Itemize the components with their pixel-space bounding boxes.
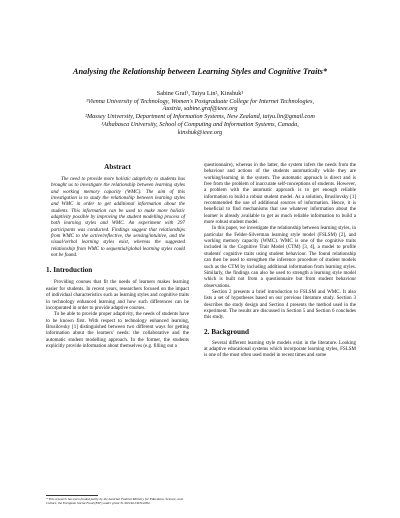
affiliation-3: ³Athabasca University, School of Computing and Information Systems, Canada, [101, 120, 299, 128]
abstract-heading: Abstract [104, 163, 131, 171]
paper-title: Analysing the Relationship between Learning Styles and Cognitive Traits* [72, 67, 328, 76]
right-paragraph-3: Section 2 presents a brief introduction to FSLSM and WMC. It also lists a set of hypotheses based on our previous literature study. Section 3 describes the study design and Section 4 presents the method used in the experiment. The results are discussed in Section 5 and Section 6 concludes this study. [204, 289, 356, 321]
affiliation-1: ¹Vienna University of Technology, Women's Postgraduate College for Internet Technologies, [85, 97, 315, 105]
section-1-heading: 1. Introduction [46, 266, 93, 275]
section-1-paragraph-1: Providing courses that fit the needs of learners makes learning easier for students. In recent years, researchers focused on the impact of individual characteristics such as learning styles and cognitive traits in technology enhanced learning and how such differences can be incorporated in order to provide adaptive courses. [46, 280, 189, 311]
abstract-text: The need to provide more holistic adaptivity to students has brought us to investigate the relationship between learning styles and working memory capacity (WMC). The aim of this investigation is to study the relationship between learning styles and WMC in order to get additional information about the students. This information can be used to make more holistic adaptivity possible by improving the student modelling process of both learning styles and WMC. An experiment with 297 participants was conducted. Findings suggest that relationships from WMC to the active/reflective, the sensing/intuitive, and the visual/verbal learning styles exist, whereas the suggested relationship from WMC to sequential/global learning styles could not be found. [51, 177, 185, 259]
affiliation-3-cont: kinshuk@ieee.org [177, 128, 223, 136]
footnote-divider [46, 495, 98, 496]
section-2-heading: 2. Background [204, 327, 250, 336]
funding-footnote: * This research has been funded partly by the Austrian Federal Ministry for Education, Science, and Culture, the European Social Fund (ESF) under grant 31.963/46-VII/9/2002. [46, 497, 183, 506]
right-paragraph-1: questionnaire), whereas in the latter, the system infers the needs from the behaviour and actions of the students automatically while they are working/learning in the system. The automatic approach is direct and is free from the problem of inaccurate self-conceptions of students. However, a problem with the automatic approach is to get enough reliable information to build a robust student model. As a solution, Brusilovsky [1] recommended the use of additional sources of information. Hence, it is beneficial to find mechanisms that use whatever information about the learner is already available to get as much reliable information to build a more robust student model. [204, 163, 356, 226]
section-2-paragraph-1: Several different learning style models exist in the literature. Looking at adaptive educational systems which incorporate learning styles, FSLSM is one of the most often used model in recent times and some [204, 340, 356, 359]
affiliation-2: ²Massey University, Department of Information Systems, New Zealand, taiyu.lin@gmail.com [85, 113, 315, 121]
affiliation-1-cont: Austria, sabine.graf@ieee.org [162, 105, 238, 113]
author-block [40, 90, 360, 136]
left-column [46, 163, 189, 350]
right-paragraph-2: In this paper, we investigate the relationship between learning styles, in particular the Felder-Silverman learning style model (FSLSM) [2], and working memory capacity (WMC). WMC is one of the cognitive traits included in the Cognitive Trait Model (CTM) [3, 4], a model to profile students' cognitive traits using student behaviour. The found relationship can then be used to strengthen the inference procedure of student models such as the CTM by including additional information from learning styles. Similarly, the findings can also be used to strength a learning style model which is built not from a questionnaire but from student behaviour observations. [204, 226, 356, 289]
section-1-paragraph-2: To be able to provide proper adaptivity, the needs of students have to be known first. With respect to technology enhanced learning, Brusilovsky [1] distinguished between two different ways for getting information about the learners' needs: the collaborative and the automatic student modelling approach. In the former, the students explicitly provide information about themselves (e.g. filling out a [46, 312, 189, 349]
right-column [204, 163, 356, 360]
author-names: Sabine Graf¹, Taiyu Lin², Kinshuk³ [156, 90, 244, 97]
